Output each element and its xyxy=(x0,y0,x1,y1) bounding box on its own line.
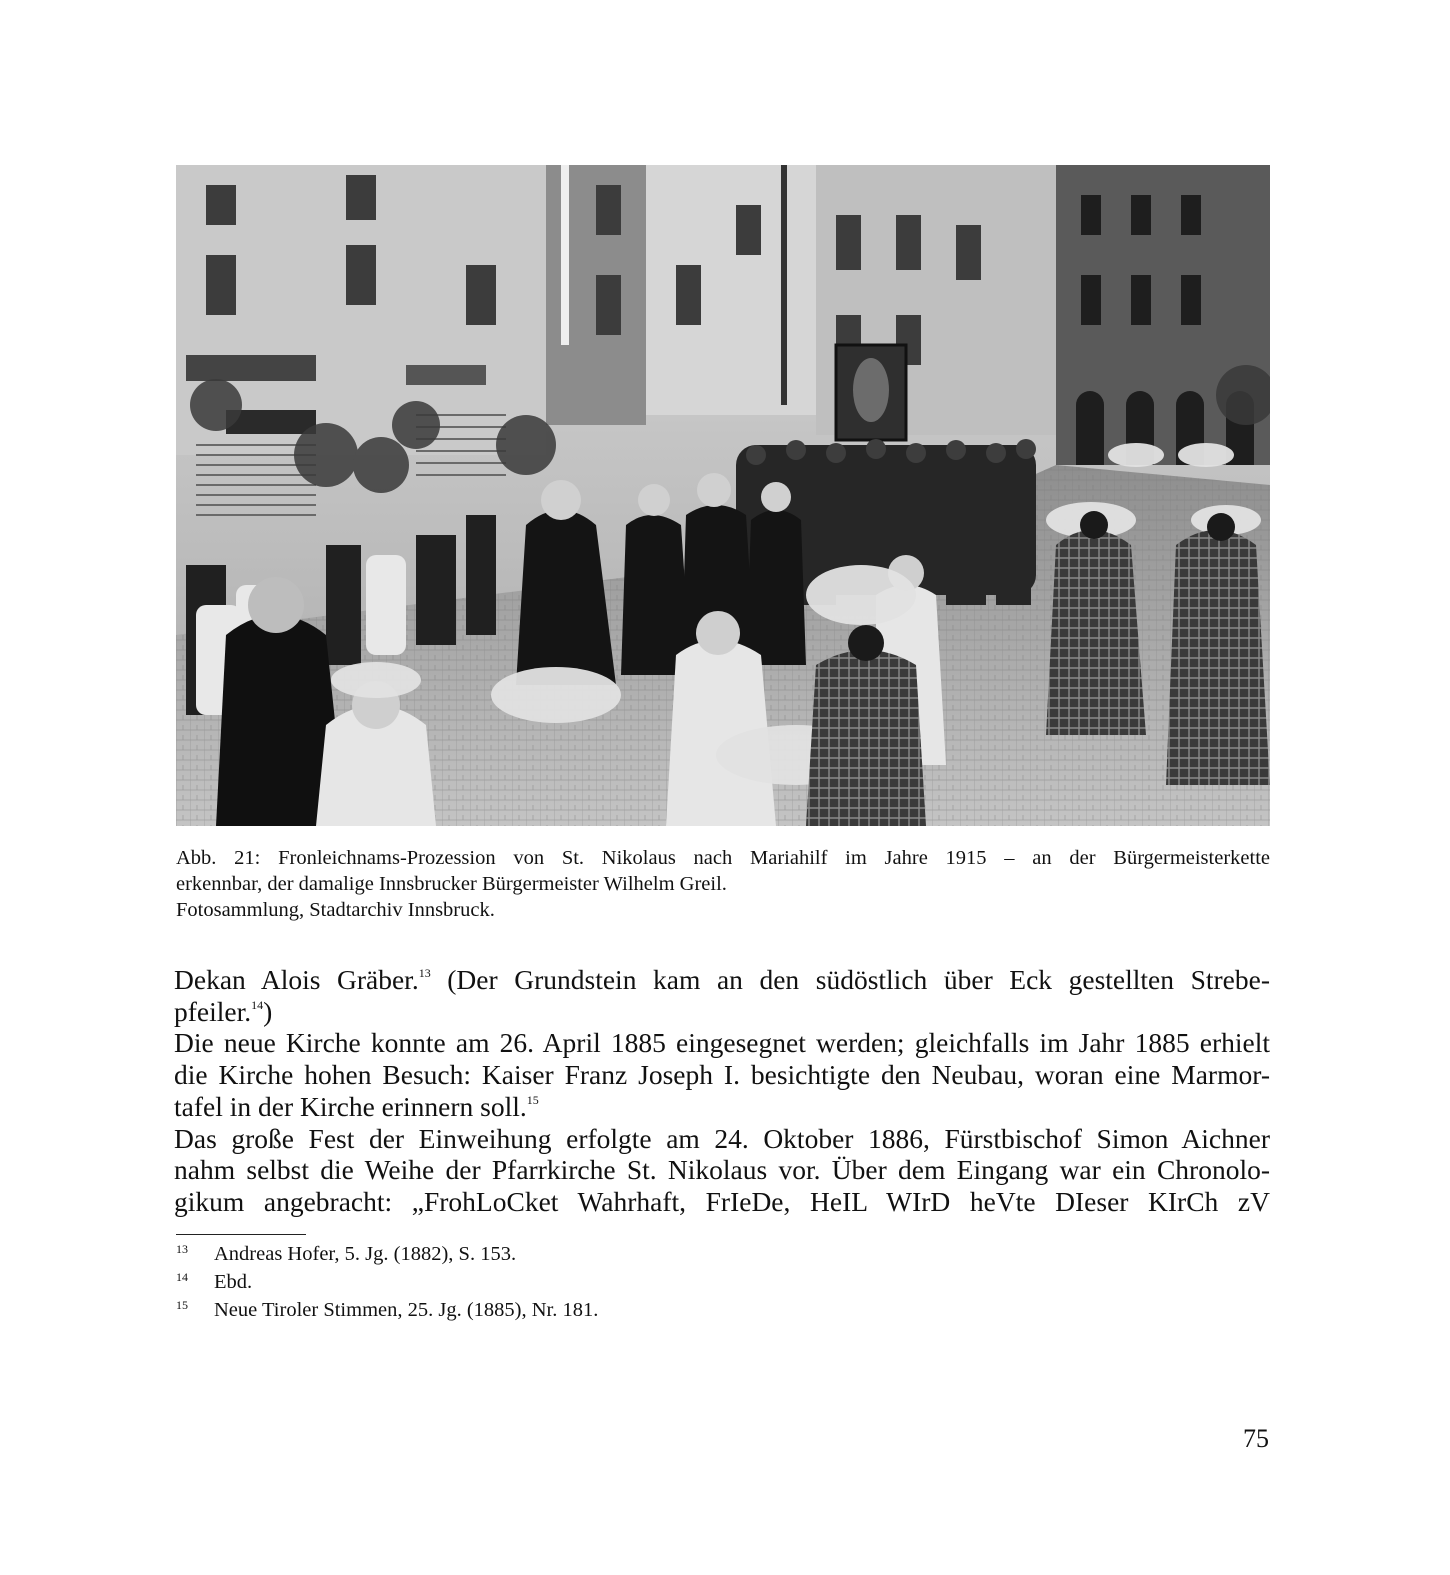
paragraph-1-line-1 xyxy=(174,964,1270,996)
body-text-span: ) xyxy=(263,995,273,1027)
footnote-number: 13 xyxy=(176,1242,188,1256)
paragraph-1-line-2 xyxy=(174,996,1270,1028)
page-number: 75 xyxy=(1243,1424,1269,1453)
paragraph-3-line-2: nahm selbst die Weihe der Pfarrkirche St. Nikolaus vor. Über dem Eingang war ein Chronolo- xyxy=(174,1154,1270,1186)
photograph-drawing xyxy=(176,165,1270,826)
figure-caption xyxy=(176,845,1270,923)
paragraph-2-line-2: die Kirche hohen Besuch: Kaiser Franz Joseph I. besichtigte den Neubau, woran eine Marmor- xyxy=(174,1059,1270,1091)
body-text-span: pfeiler. xyxy=(174,995,252,1027)
paragraph-3-line-3: gikum angebracht: „FrohLoCket Wahrhaft, FrIeDe, HeIL WIrD heVte DIeser KIrCh zV xyxy=(174,1185,1270,1217)
footnote-number: 15 xyxy=(176,1298,188,1312)
body-text-span: tafel in der Kirche erinnern soll. xyxy=(174,1090,527,1122)
body-text-span: Dekan Alois Gräber. xyxy=(174,964,419,995)
footnote-text: Andreas Hofer, 5. Jg. (1882), S. 153. xyxy=(214,1243,517,1265)
body-text xyxy=(174,964,1270,1218)
footnote-text: Ebd. xyxy=(214,1271,253,1293)
caption-line-2: erkennbar, der damalige Innsbrucker Bürgermeister Wilhelm Greil. xyxy=(176,873,727,895)
body-text-span: (Der Grundstein kam an den südöstlich über Eck gestellten Strebe- xyxy=(430,964,1270,995)
footnote-text: Neue Tiroler Stimmen, 25. Jg. (1885), Nr. 181. xyxy=(214,1299,599,1321)
footnote-number: 14 xyxy=(176,1270,188,1284)
paragraph-2-line-3 xyxy=(174,1091,1270,1123)
footnote-ref-14: 14 xyxy=(251,997,264,1012)
paragraph-2-line-1: Die neue Kirche konnte am 26. April 1885 eingesegnet werden; gleichfalls im Jahr 1885 erhielt xyxy=(174,1027,1270,1059)
caption-line-3: Fotosammlung, Stadtarchiv Innsbruck. xyxy=(176,899,495,921)
procession-photograph xyxy=(176,165,1270,826)
caption-line-1: Abb. 21: Fronleichnams-Prozession von St. Nikolaus nach Mariahilf im Jahre 1915 – an der Bürgermeisterkette xyxy=(176,847,1270,869)
footnote-separator xyxy=(176,1234,306,1235)
paragraph-3-line-1: Das große Fest der Einweihung erfolgte am 24. Oktober 1886, Fürstbischof Simon Aichner xyxy=(174,1122,1270,1154)
footnote-ref-13: 13 xyxy=(418,966,431,980)
footnote-ref-15: 15 xyxy=(526,1092,539,1107)
